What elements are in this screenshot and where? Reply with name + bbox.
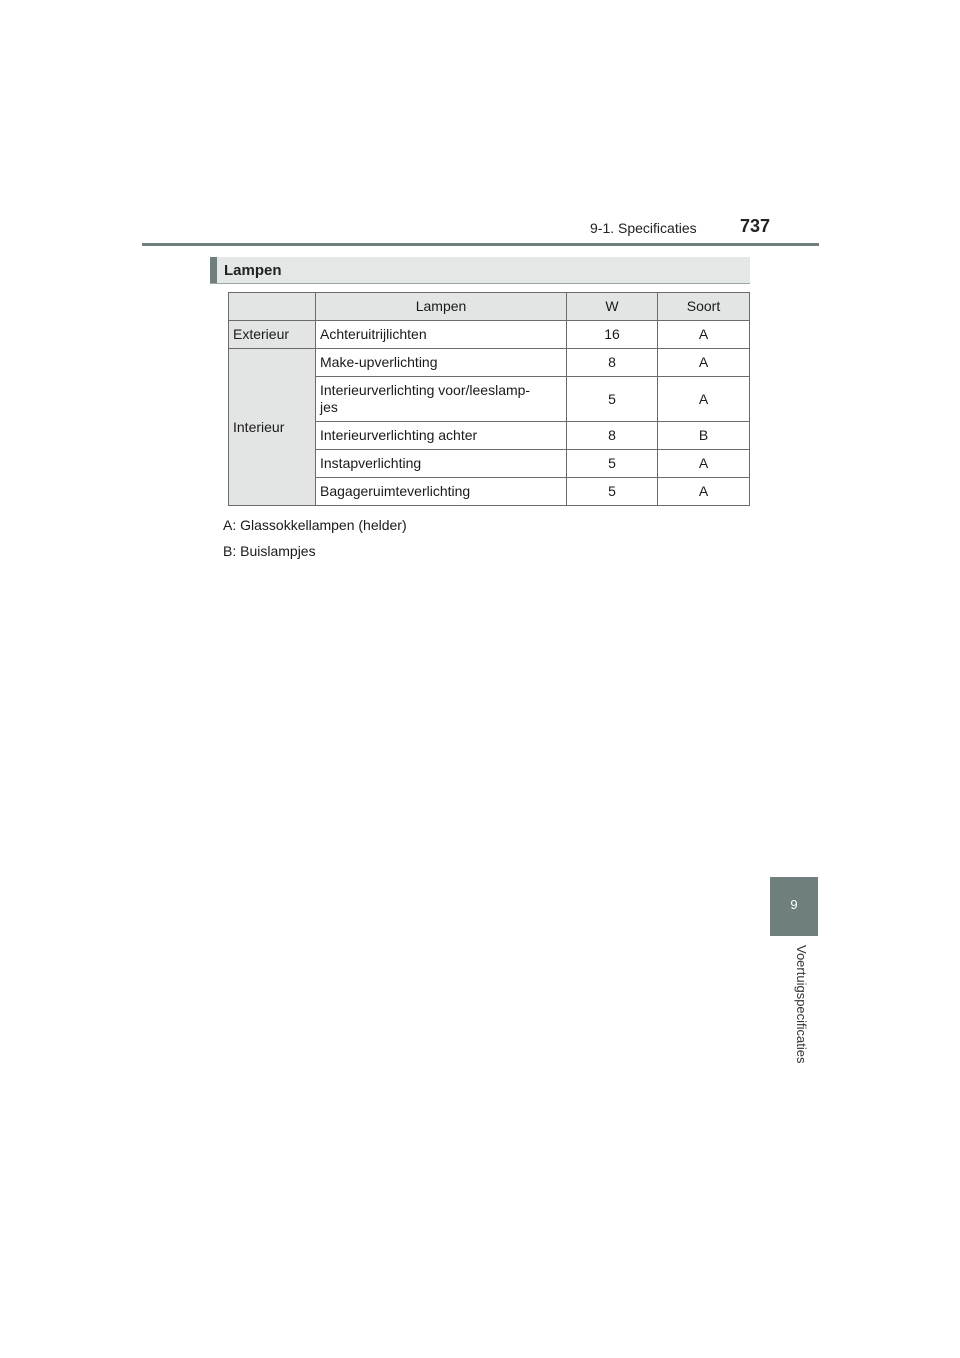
header-rule bbox=[142, 243, 819, 246]
chapter-label: Voertuigspecificaties bbox=[794, 945, 809, 1064]
lamp-name-cell: Bagageruimteverlichting bbox=[316, 478, 567, 506]
section-heading bbox=[210, 257, 750, 284]
lamp-name-cell bbox=[316, 377, 567, 422]
lamp-name-cell: Interieurverlichting achter bbox=[316, 422, 567, 450]
footnote-b: B: Buislampjes bbox=[223, 543, 316, 559]
section-heading-text: Lampen bbox=[224, 262, 282, 279]
column-header-w: W bbox=[567, 293, 658, 321]
wattage-cell: 5 bbox=[567, 450, 658, 478]
section-heading-bar bbox=[210, 257, 217, 283]
section-title: 9-1. Specificaties bbox=[590, 220, 697, 236]
category-cell: Interieur bbox=[229, 349, 316, 506]
chapter-tab bbox=[770, 877, 818, 936]
wattage-cell: 8 bbox=[567, 349, 658, 377]
lamp-name-cell: Instapverlichting bbox=[316, 450, 567, 478]
category-cell: Exterieur bbox=[229, 321, 316, 349]
type-cell: A bbox=[658, 321, 750, 349]
type-cell: A bbox=[658, 349, 750, 377]
column-header-category bbox=[229, 293, 316, 321]
type-cell: A bbox=[658, 450, 750, 478]
lamp-name-cell: Achteruitrijlichten bbox=[316, 321, 567, 349]
table-header-row bbox=[229, 293, 750, 321]
page-number: 737 bbox=[740, 216, 771, 236]
wattage-cell: 5 bbox=[567, 478, 658, 506]
type-cell: A bbox=[658, 377, 750, 422]
chapter-number: 9 bbox=[790, 897, 798, 912]
lamp-name-cell: Make-upverlichting bbox=[316, 349, 567, 377]
lamp-name-line: jes bbox=[320, 399, 338, 415]
wattage-cell: 16 bbox=[567, 321, 658, 349]
type-cell: A bbox=[658, 478, 750, 506]
lamp-spec-table bbox=[228, 292, 750, 506]
footnote-a: A: Glassokkellampen (helder) bbox=[223, 517, 407, 533]
table-row bbox=[229, 349, 750, 377]
wattage-cell: 5 bbox=[567, 377, 658, 422]
lamp-name-line: Interieurverlichting voor/leeslamp- bbox=[320, 382, 531, 398]
type-cell: B bbox=[658, 422, 750, 450]
column-header-lampen: Lampen bbox=[316, 293, 567, 321]
table-row bbox=[229, 321, 750, 349]
column-header-soort: Soort bbox=[658, 293, 750, 321]
wattage-cell: 8 bbox=[567, 422, 658, 450]
